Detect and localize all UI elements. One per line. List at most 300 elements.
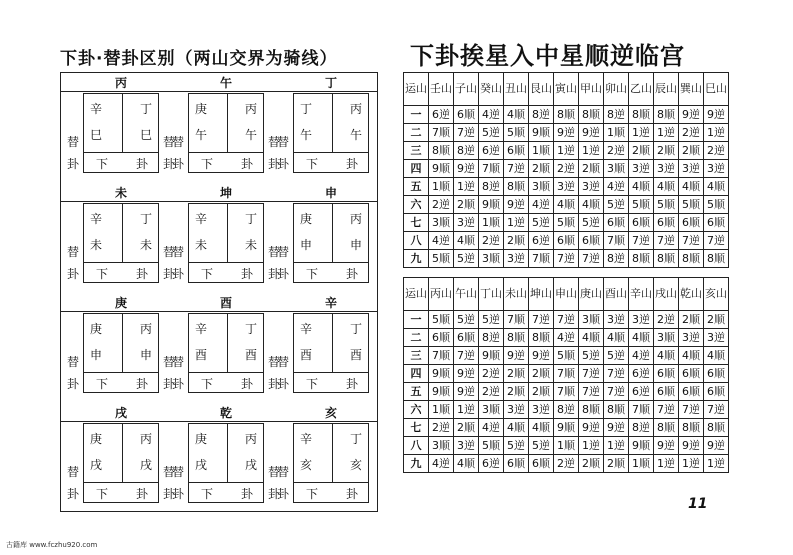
table-cell: 9逆 — [454, 365, 479, 383]
gua-char: 庚 — [195, 102, 208, 116]
table-cell: 4逆 — [429, 455, 454, 473]
table-cell: 2顺 — [579, 160, 604, 178]
corner-cell: 运山 — [404, 73, 429, 106]
table-cell: 5顺 — [479, 437, 504, 455]
row-header: 三 — [404, 142, 429, 160]
row-header: 八 — [404, 232, 429, 250]
gua-char: 巳 — [90, 128, 103, 142]
table-cell: 2顺 — [529, 160, 554, 178]
gua-side-label: 卦 — [268, 157, 281, 171]
gua-char: 丁 — [140, 212, 153, 226]
column-header: 巽山 — [679, 73, 704, 106]
mountain-label: 坤 — [219, 186, 232, 200]
table-cell: 1逆 — [704, 455, 729, 473]
table-cell: 1逆 — [579, 437, 604, 455]
row-header: 八 — [404, 437, 429, 455]
row-header: 六 — [404, 196, 429, 214]
table-row — [404, 365, 729, 383]
gua-side-label: 卦 — [277, 377, 290, 391]
gua-side-label: 卦 — [67, 267, 80, 281]
table-cell: 7顺 — [629, 401, 654, 419]
column-header: 巳山 — [704, 73, 729, 106]
star-table-1 — [403, 72, 729, 268]
table-cell: 5顺 — [629, 196, 654, 214]
gua-section — [61, 183, 377, 293]
table-cell: 4顺 — [554, 196, 579, 214]
table-cell: 4顺 — [704, 347, 729, 365]
table-row — [404, 232, 729, 250]
table-cell: 4逆 — [479, 106, 504, 124]
gua-char: 戌 — [90, 458, 103, 472]
table-cell: 2顺 — [579, 455, 604, 473]
table-cell: 4顺 — [704, 178, 729, 196]
table-cell: 1顺 — [604, 124, 629, 142]
table-cell: 9逆 — [504, 347, 529, 365]
gua-box — [293, 203, 369, 263]
gua-side-label: 卦 — [277, 487, 290, 501]
table-cell: 6顺 — [704, 383, 729, 401]
gua-side-label: 卦 — [277, 157, 290, 171]
table-cell: 4顺 — [579, 196, 604, 214]
gua-char: 辛 — [195, 212, 208, 226]
table-cell: 8顺 — [629, 250, 654, 268]
table-cell: 3顺 — [429, 437, 454, 455]
gua-side-label: 卦 — [67, 487, 80, 501]
table-cell: 3顺 — [604, 160, 629, 178]
table-cell: 5逆 — [479, 124, 504, 142]
gua-label: 卦 — [346, 267, 359, 281]
divider — [122, 424, 123, 482]
table-row — [404, 142, 729, 160]
mountain-label: 乾 — [219, 406, 232, 420]
table-cell: 6顺 — [504, 142, 529, 160]
column-header: 丙山 — [429, 278, 454, 311]
right-title: 下卦挨星入中星顺逆临宫 — [410, 42, 685, 70]
gua-label: 卦 — [241, 157, 254, 171]
column-header: 艮山 — [529, 73, 554, 106]
gua-section — [61, 73, 377, 183]
gua-char: 午 — [195, 128, 208, 142]
gua-label: 卦 — [241, 487, 254, 501]
table-cell: 5逆 — [604, 196, 629, 214]
gua-bottom — [83, 373, 159, 393]
row-header: 二 — [404, 124, 429, 142]
table-cell: 8顺 — [704, 419, 729, 437]
gua-char: 辛 — [300, 322, 313, 336]
table-cell: 9逆 — [504, 196, 529, 214]
table-cell: 8顺 — [579, 106, 604, 124]
table-cell: 7逆 — [629, 232, 654, 250]
star-table-2 — [403, 277, 729, 473]
table-cell: 9逆 — [654, 437, 679, 455]
table-cell: 6顺 — [454, 329, 479, 347]
table-cell: 1逆 — [604, 437, 629, 455]
divider — [122, 94, 123, 152]
table-cell: 9逆 — [679, 106, 704, 124]
mountain-label: 庚 — [114, 296, 127, 310]
gua-box — [188, 423, 264, 483]
table-header-row — [404, 278, 729, 311]
table-cell: 5顺 — [554, 214, 579, 232]
table-cell: 4逆 — [629, 347, 654, 365]
gua-box — [293, 313, 369, 373]
table-cell: 8顺 — [704, 250, 729, 268]
gua-char: 庚 — [195, 432, 208, 446]
table-cell: 2顺 — [454, 196, 479, 214]
table-cell: 8逆 — [604, 106, 629, 124]
table-cell: 8逆 — [479, 329, 504, 347]
table-cell: 6逆 — [429, 106, 454, 124]
gua-char: 戌 — [195, 458, 208, 472]
gua-char: 酉 — [300, 348, 313, 362]
table-cell: 4逆 — [554, 329, 579, 347]
column-header: 丁山 — [479, 278, 504, 311]
table-cell: 9顺 — [529, 124, 554, 142]
table-cell: 6顺 — [679, 214, 704, 232]
table-cell: 2顺 — [504, 383, 529, 401]
table-cell: 3逆 — [454, 214, 479, 232]
table-row — [404, 329, 729, 347]
table-cell: 7逆 — [604, 383, 629, 401]
table-cell: 5顺 — [704, 196, 729, 214]
table-cell: 9顺 — [429, 365, 454, 383]
gua-side-label: 卦 — [268, 377, 281, 391]
table-cell: 4顺 — [454, 232, 479, 250]
section-body — [61, 203, 377, 283]
table-cell: 4顺 — [504, 106, 529, 124]
gua-char: 丙 — [245, 102, 258, 116]
table-cell: 2顺 — [529, 383, 554, 401]
table-cell: 3顺 — [479, 250, 504, 268]
column-header: 未山 — [504, 278, 529, 311]
table-cell: 2逆 — [479, 232, 504, 250]
gua-side-label: 卦 — [172, 377, 185, 391]
table-cell: 7逆 — [604, 365, 629, 383]
table-cell: 4顺 — [529, 419, 554, 437]
gua-bottom — [188, 483, 264, 503]
xia-label: 下 — [306, 377, 319, 391]
column-header: 庚山 — [579, 278, 604, 311]
table-cell: 8逆 — [529, 106, 554, 124]
ti-label: 替 — [277, 355, 290, 369]
table-cell: 2顺 — [529, 365, 554, 383]
table-cell: 7逆 — [654, 232, 679, 250]
gua-side-label: 卦 — [172, 157, 185, 171]
table-cell: 6顺 — [654, 383, 679, 401]
table-cell: 9逆 — [554, 124, 579, 142]
table-row — [404, 106, 729, 124]
table-cell: 6逆 — [479, 455, 504, 473]
table-cell: 4顺 — [654, 178, 679, 196]
gua-char: 丙 — [140, 322, 153, 336]
xia-label: 下 — [96, 157, 109, 171]
xia-label: 下 — [201, 487, 214, 501]
table-cell: 9顺 — [479, 196, 504, 214]
mountain-label: 丁 — [324, 76, 337, 90]
table-cell: 4顺 — [654, 347, 679, 365]
mountain-label: 申 — [324, 186, 337, 200]
table-cell: 5逆 — [579, 214, 604, 232]
ti-label: 替 — [172, 135, 185, 149]
column-header: 酉山 — [604, 278, 629, 311]
table-cell: 2顺 — [454, 419, 479, 437]
row-header: 九 — [404, 455, 429, 473]
table-cell: 8顺 — [579, 401, 604, 419]
row-header: 一 — [404, 106, 429, 124]
table-cell: 8顺 — [654, 250, 679, 268]
table-cell: 8顺 — [629, 106, 654, 124]
table-row — [404, 419, 729, 437]
table-cell: 7逆 — [554, 311, 579, 329]
table-cell: 8顺 — [529, 329, 554, 347]
table-cell: 3逆 — [679, 329, 704, 347]
column-header: 申山 — [554, 278, 579, 311]
table-cell: 2逆 — [479, 383, 504, 401]
gua-char: 未 — [195, 238, 208, 252]
table-cell: 3逆 — [579, 178, 604, 196]
table-cell: 7顺 — [554, 383, 579, 401]
table-cell: 5逆 — [479, 311, 504, 329]
gua-char: 未 — [90, 238, 103, 252]
gua-char: 午 — [350, 128, 363, 142]
table-cell: 4顺 — [629, 178, 654, 196]
xia-label: 下 — [306, 487, 319, 501]
table-cell: 3逆 — [629, 160, 654, 178]
table-cell: 6顺 — [579, 232, 604, 250]
gua-char: 戌 — [140, 458, 153, 472]
table-cell: 9顺 — [429, 160, 454, 178]
table-cell: 3逆 — [704, 160, 729, 178]
gua-label: 卦 — [136, 487, 149, 501]
gua-char: 申 — [90, 348, 103, 362]
gua-char: 未 — [140, 238, 153, 252]
table-cell: 8顺 — [554, 106, 579, 124]
divider — [227, 314, 228, 372]
table-cell: 6逆 — [479, 142, 504, 160]
table-cell: 7逆 — [579, 250, 604, 268]
column-header: 丑山 — [504, 73, 529, 106]
divider — [227, 424, 228, 482]
column-header: 癸山 — [479, 73, 504, 106]
column-header: 午山 — [454, 278, 479, 311]
row-header: 六 — [404, 401, 429, 419]
gua-label: 卦 — [346, 487, 359, 501]
table-cell: 6逆 — [629, 365, 654, 383]
gua-bottom — [293, 263, 369, 283]
table-cell: 4顺 — [504, 419, 529, 437]
gua-side-label: 卦 — [277, 267, 290, 281]
ti-label: 替 — [163, 245, 176, 259]
section-header — [61, 183, 377, 202]
table-cell: 3逆 — [504, 250, 529, 268]
page-number: 11 — [688, 496, 708, 512]
table-cell: 2逆 — [679, 124, 704, 142]
table-cell: 6顺 — [679, 365, 704, 383]
table-cell: 3逆 — [529, 401, 554, 419]
xia-label: 下 — [306, 267, 319, 281]
table-cell: 2顺 — [604, 455, 629, 473]
gua-box — [83, 423, 159, 483]
gua-char: 丙 — [245, 432, 258, 446]
table-cell: 5逆 — [529, 214, 554, 232]
table-cell: 8顺 — [504, 329, 529, 347]
table-cell: 2顺 — [679, 142, 704, 160]
section-body — [61, 313, 377, 393]
mountain-label: 辛 — [324, 296, 337, 310]
table-cell: 1逆 — [554, 142, 579, 160]
table-cell: 2顺 — [704, 311, 729, 329]
row-header: 五 — [404, 383, 429, 401]
gua-bottom — [83, 153, 159, 173]
gua-label: 卦 — [346, 157, 359, 171]
mountain-label: 酉 — [219, 296, 232, 310]
xia-label: 下 — [96, 487, 109, 501]
table-cell: 1逆 — [679, 455, 704, 473]
table-cell: 7顺 — [479, 160, 504, 178]
section-header — [61, 73, 377, 92]
table-cell: 9顺 — [554, 419, 579, 437]
table-cell: 3顺 — [654, 329, 679, 347]
row-header: 七 — [404, 214, 429, 232]
table-cell: 8逆 — [454, 142, 479, 160]
table-cell: 2顺 — [629, 142, 654, 160]
gua-char: 申 — [350, 238, 363, 252]
section-body — [61, 93, 377, 173]
row-header: 四 — [404, 365, 429, 383]
table-row — [404, 250, 729, 268]
table-cell: 1顺 — [429, 178, 454, 196]
gua-bottom — [293, 153, 369, 173]
table-cell: 2顺 — [504, 232, 529, 250]
table-cell: 7顺 — [529, 250, 554, 268]
table-cell: 4逆 — [604, 178, 629, 196]
table-cell: 5顺 — [654, 196, 679, 214]
ti-label: 替 — [268, 135, 281, 149]
ti-label: 替 — [268, 465, 281, 479]
ti-label: 替 — [163, 465, 176, 479]
gua-side-label: 卦 — [172, 487, 185, 501]
ti-label: 替 — [67, 135, 80, 149]
column-header: 寅山 — [554, 73, 579, 106]
table-cell: 9逆 — [454, 383, 479, 401]
table-cell: 3逆 — [654, 160, 679, 178]
table-cell: 4顺 — [579, 329, 604, 347]
table-cell: 5逆 — [529, 437, 554, 455]
ti-label: 替 — [67, 355, 80, 369]
gua-char: 酉 — [350, 348, 363, 362]
table-cell: 5顺 — [429, 311, 454, 329]
table-cell: 8逆 — [604, 250, 629, 268]
table-cell: 8顺 — [654, 106, 679, 124]
gua-section — [61, 403, 377, 513]
table-row — [404, 311, 729, 329]
gua-char: 辛 — [90, 102, 103, 116]
table-cell: 2逆 — [604, 142, 629, 160]
table-cell: 3顺 — [429, 214, 454, 232]
gua-box — [293, 423, 369, 483]
row-header: 一 — [404, 311, 429, 329]
gua-char: 辛 — [300, 432, 313, 446]
table-cell: 6顺 — [654, 214, 679, 232]
divider — [227, 204, 228, 262]
table-cell: 7逆 — [704, 232, 729, 250]
table-row — [404, 383, 729, 401]
table-cell: 9逆 — [579, 419, 604, 437]
corner-cell: 运山 — [404, 278, 429, 311]
gua-bottom — [293, 373, 369, 393]
ti-label: 替 — [163, 355, 176, 369]
gua-char: 亥 — [300, 458, 313, 472]
table-cell: 7顺 — [429, 124, 454, 142]
gua-char: 丁 — [350, 432, 363, 446]
gua-char: 申 — [140, 348, 153, 362]
gua-side-label: 卦 — [268, 487, 281, 501]
table-cell: 8逆 — [479, 178, 504, 196]
table-cell: 3逆 — [604, 311, 629, 329]
table-cell: 1顺 — [529, 142, 554, 160]
table-cell: 1逆 — [654, 455, 679, 473]
gua-char: 丁 — [245, 212, 258, 226]
table-cell: 5顺 — [554, 347, 579, 365]
gua-label: 卦 — [241, 377, 254, 391]
table-cell: 4逆 — [529, 196, 554, 214]
column-header: 甲山 — [579, 73, 604, 106]
divider — [332, 424, 333, 482]
table-cell: 6顺 — [554, 232, 579, 250]
ti-label: 替 — [172, 355, 185, 369]
divider — [122, 204, 123, 262]
footer-watermark: 古籍库 www.fczhu920.com — [6, 541, 98, 549]
column-header: 卯山 — [604, 73, 629, 106]
table-cell: 2顺 — [654, 142, 679, 160]
table-cell: 7顺 — [504, 311, 529, 329]
column-header: 坤山 — [529, 278, 554, 311]
gua-char: 申 — [300, 238, 313, 252]
xia-label: 下 — [96, 377, 109, 391]
row-header: 七 — [404, 419, 429, 437]
table-cell: 6顺 — [704, 214, 729, 232]
table-cell: 9顺 — [479, 347, 504, 365]
xia-label: 下 — [96, 267, 109, 281]
table-cell: 1逆 — [579, 142, 604, 160]
table-cell: 1逆 — [454, 401, 479, 419]
table-cell: 8顺 — [679, 419, 704, 437]
table-row — [404, 160, 729, 178]
table-cell: 4顺 — [629, 329, 654, 347]
column-header: 子山 — [454, 73, 479, 106]
gua-bottom — [293, 483, 369, 503]
table-cell: 1逆 — [629, 124, 654, 142]
table-cell: 4顺 — [604, 329, 629, 347]
gua-box — [188, 93, 264, 153]
ti-label: 替 — [67, 245, 80, 259]
table-cell: 1逆 — [454, 178, 479, 196]
table-cell: 2逆 — [654, 311, 679, 329]
column-header: 壬山 — [429, 73, 454, 106]
table-cell: 5顺 — [679, 196, 704, 214]
gua-char: 戌 — [245, 458, 258, 472]
gua-box — [188, 203, 264, 263]
column-header: 戌山 — [654, 278, 679, 311]
xia-label: 下 — [201, 267, 214, 281]
xia-label: 下 — [306, 157, 319, 171]
table-cell: 2顺 — [679, 311, 704, 329]
table-cell: 2逆 — [429, 196, 454, 214]
table-cell: 6顺 — [604, 214, 629, 232]
ti-label: 替 — [268, 355, 281, 369]
table-cell: 3逆 — [704, 329, 729, 347]
divider — [332, 94, 333, 152]
